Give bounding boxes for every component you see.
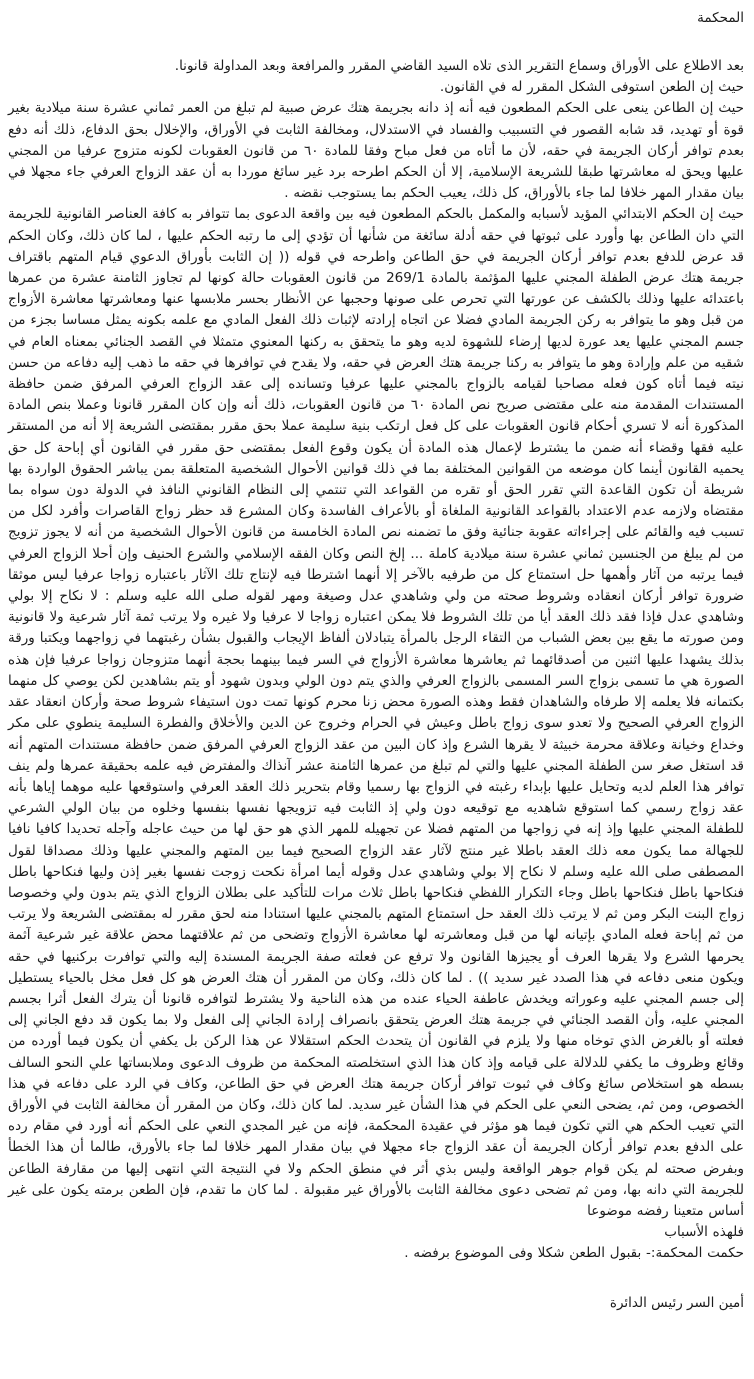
preamble-paragraph: بعد الاطلاع على الأوراق وسماع التقرير الذى تلاه السيد القاضي المقرر والمرافعة وبعد المداولة قانونا.: [174, 58, 744, 74]
judgment-body: [8, 56, 744, 1265]
admissibility-paragraph: حيث إن الطعن استوفى الشكل المقرر له في القانون.: [439, 79, 744, 96]
document-title: المحكمة: [697, 10, 744, 26]
appellant-grounds-paragraph: حيث إن الطاعن ينعى على الحكم المطعون فيه أنه إذ دانه بجريمة هتك عرض صبية لم تبلغ من العمر ثماني عشرة سنة ميلادية بغير قوة أو تهديد، قد شابه القصور في التسبيب والفساد في الاستدلال، ومخالفة الثابت في الأوراق، والإخلال بحق الدفاع، ذلك أنه دفع بعدم توافر أركان الجريمة في حقه، لأن ما أتاه من فعل مباح وفقا للمادة ٦٠ من قانون العقوبات لكونه متزوج عرفيا من المجني عليها ويحق له معاشرتها طبقا للشريعة الإسلامية، إلا أن الحكم اطرحه برد غير سائغ موردا به أن عقد الزواج العرفي جاء مجهلا في بيان مقدار المهر خلافا لما جاء بالأوراق، كل ذلك، يعيب الحكم بما يستوجب نقضه .: [8, 100, 745, 202]
signature-line: أمين السر رئيس الدائرة: [609, 1294, 744, 1311]
ruling-line: حكمت المحكمة:- بقبول الطعن شكلا وفى الموضوع برفضه .: [404, 1245, 744, 1262]
court-reasoning-paragraph: حيث إن الحكم الابتدائي المؤيد لأسبابه والمكمل بالحكم المطعون فيه بين واقعة الدعوى بما تتوافر به كافة العناصر القانونية للجريمة التي دان الطاعن بها وأورد على ثبوتها في حقه أدلة سائغة من شأنها أن تؤدي إلى ما رتبه الحكم عليها ، لما كان ذلك، وكان الحكم قد عرض للدفع بعدم توافر أركان الجريمة في حق الطاعن واطرحه في قوله (( إن الثابت بأوراق الدعوي قيام المتهم باقتراف جريمة هتك عرض الطفلة المجني عليها المؤثمة بالمادة 269/1 من قانون العقوبات حالة كونها لم تجاوز الثامنة عشرة من عمرها باعتدائه عليها وذلك بالكشف عن عورتها التي تحرص على صونها وحجبها عن الأنظار بحسر ملابسها عنها ومعاشرتها معاشرة الأزواج من قبل وهو ما يتوافر به ركن الجريمة المادي فضلا عن اتجاه إرادته لإثبات ذلك الفعل المادي مع علمه بكونه يمثل مساسا بجزء من جسم المجني عليها يعد عورة لديها إرضاء للشهوة لديه وهو ما يتحقق به ركنها المعنوي متمثلا في القصد الجنائي بمعناه العام في شقيه من علم وإرادة وهو ما يتوافر به ركنا جريمة هتك العرض في حقه، ولا يقدح في توافرها في حقه ما ذهب إليه دفاعه من حسن نيته فيما أتاه كون فعله مصاحبا لقيامه بالزواج بالمجني عليها عرفيا وتسانده إلى عقد الزواج العرفي المرفق ضمن حافظة المستندات المقدمة منه على مقتضى صريح نص المادة ٦٠ من قانون العقوبات، ذلك أنه وإن كان المقرر قانونا وعملا بنص المادة المذكورة أنه لا تسري أحكام قانون العقوبات على كل فعل ارتكب بنية سليمة عملا بحق مقرر بمقتضى الشريعة إلا أنه من المستقر عليه فقها وقضاء أنه ضمن ما يشترط لإعمال هذه المادة أن يكون وقوع الفعل بمقتضى حق مقرر في القانون أي إباحة كل حق يحميه القانون أينما كان موضعه من القوانين المختلفة بما في ذلك قوانين الأحوال الشخصية المتعلقة بمن يباشر الحقوق الواردة بها شريطة أن تكون القاعدة التي تقرر الحق أو تقره من القواعد التي تنتمي إلى النظام القانوني النافذ في الدولة دون سواه بما مقتضاه ولازمه عدم الاعتداد بالقواعد القانونية الملغاة أو بالأعراف الفاسدة وكان المشرع قد حظر زواج القاصرات وأفرد لكل من تسبب فيه والقائم على إجراءاته عقوبة جنائية وفق ما تضمنه نص المادة الخامسة من قانون الأحوال الشخصية من أنه لا يجوز تزويج من لم يبلغ من الجنسين ثماني عشرة سنة ميلادية كاملة ... إلخ النص وكان الفقه الإسلامي والشرع الحنيف وإن أحلا الزواج العرفي فيما يرتبه من آثار وأهمها حل استمتاع كل من طرفيه بالآخر إلا أنهما اشترطا فيه لإنتاج تلك الآثار باعتباره زواجا عرفيا ليس موثقا ضرورة توافر أركان انعقاده وشروط صحته من ولي وشاهدي عدل وصيغة ومهر لقوله صلى الله عليه وسلم : لا نكاح إلا بولي وشاهدي عدل فإذا فقد ذلك العقد أيا من تلك الشروط فلا يمكن اعتباره زواجا لا عرفيا ولا غيره ولا يرتب ثمة آثار شرعية ولا قانونية ومن صورته ما يقع بين بعض الشباب من التقاء الرجل بالمرأة يتبادلان ألفاظ الإيجاب والقبول بشأن رغبتهما في زواجهما ويكتبا ورقة بذلك يشهدا عليها اثنين من أصدقائهما ثم يعاشرها معاشرة الأزواج في السر فيما بينهما بحجة أنهما متزوجان زواجا عرفيا فإن هذه الصورة هي ما تسمى بزواج السر المسمى بالزواج العرفي والذي يتم دون الولي وبدون شهود أو يتم بشاهدين لكن يوصي كل منهما بكتمانه فلا يعلمه إلا طرفاه والشاهدان فقط وهذه الصورة محض زنا محرم كونها تمت دون استيفاء شروط صحة وأركان انعقاد عقد الزواج العرفي الصحيح ولا تعدو سوى زواج باطل وعيش في الحرام وخروج عن الدين والأخلاق والفطرة السليمة ينطوي على مكر وخداع وخيانة وعلاقة محرمة خبيثة لا يقرها الشرع وإذ كان البين من عقد الزواج العرفي المرفق ضمن حافظة مستندات المتهم أنه قد استغل صغر سن الطفلة المجني عليها والتي لم تبلغ من عمرها الثامنة عشر آنذاك والمفترض فيه علمه بحقيقة عمرها ولم ينف توافر هذا العلم لديه وتحايل عليها بإبداء رغبته في الزواج بها رسميا وقام بتحرير ذلك العقد العرفي واستوقعها عليه موهما إياها بأنه عقد زواج رسمي كما استوقع شاهديه مع توقيعه دون ولي إذ الثابت فيه تزويجها نفسها بنفسها وخلوه من بيان الولي الشرعي للطفلة المجني عليها وإذ إنه في زواجها من المتهم فضلا عن تجهيله للمهر الذي هو حق لها من حيث عاجله وآجله تحديدا كافيا نافيا للجهالة مما يكون معه ذلك العقد باطلا غير منتج لآثار عقد الزواج الصحيح فيما بين المتهم والمجني عليها وذلك مصداقا لقول المصطفى صلى الله عليه وسلم لا نكاح إلا بولي وشاهدي عدل وقوله أيما امرأة نكحت زوجت نفسها بغير إذن وليها فنكاحها باطل فنكاحها باطل فنكاحها باطل وجاء التكرار اللفظي فنكاحها باطل ثلاث مرات للتأكيد على بطلان الزواج الذي يتم بدون ولي وخصوصا زواج البنت البكر ومن ثم لا يرتب ذلك العقد حل استمتاع المتهم بالمجني عليها استنادا منه لحق مقرر له بمقتضى الشريعة ولا يرتب من ثم إباحة فعله المادي بإتيانه لها من قبل ومعاشرته لها معاشرة الأزواج وتضحى من ثم علاقتهما محض علاقة غير شرعية آثمة يحرمها الشرع ولا يقرها العرف أو يجيزها القانون ولا ترفع عن فعلته صفة الجريمة المسندة إليه والتي توافرت بركنيها في حقه ويكون منعى دفاعه في هذا الصدد غير سديد )) . لما كان ذلك، وكان من المقرر أن هتك العرض هو كل فعل مخل بالحياء يستطيل إلى جسم المجني عليه وعوراته ويخدش عاطفة الحياء عنده من هذه الناحية ولا يشترط لتوافره قانونا أن يترك الفعل أثرا بجسم المجني عليه، وأن القصد الجنائي في جريمة هتك العرض يتحقق بانصراف إرادة الجاني إلى الفعل ولا بما يكون قد دفع الجاني إلى فعلته أو بالغرض الذي توخاه منها ولا يلزم في القانون أن يتحدث الحكم استقلالا عن هذا الركن بل يكفي أن يكون فيما أورده من وقائع وظروف ما يكفي للدلالة على قيامه وإذ كان هذا الذي استخلصته المحكمة من ظروف الدعوى وملابساتها علي النحو السالف بسطه هو استخلاص سائغ وكاف في ثبوت توافر أركان جريمة هتك العرض في حق الطاعن، وكاف في الرد على دفاعه في هذا الخصوص، ومن ثم، يضحى النعي على الحكم في هذا الشأن غير سديد. لما كان ذلك، وكان من المقرر أن مخالفة الثابت في الأوراق التي تعيب الحكم هي التي تكون فيما هو مؤثر في عقيدة المحكمة، فإنه من غير المجدي النعي على الحكم أنه أورد في مقام رده على الدفع بعدم توافر أركان الجريمة أن عقد الزواج جاء مجهلا في بيان مقدار المهر خلافا لما جاء بالأورق، طالما أن هذا الخطأ وبفرض صحته لم يكن قوام جوهر الواقعة وليس بذي أثر في منطق الحكم ولا في النتيجة التي انتهى إليها من مقارفة الطاعن للجريمة التي دانه بها، ومن ثم تضحى دعوى مخالفة الثابت بالأوراق غير مقبولة . لما كان ما تقدم، فإن الطعن برمته يكون على غير أساس متعينا رفضه موضوعا: [8, 206, 745, 1219]
for-these-reasons-line: فلهذه الأسباب: [664, 1224, 744, 1241]
